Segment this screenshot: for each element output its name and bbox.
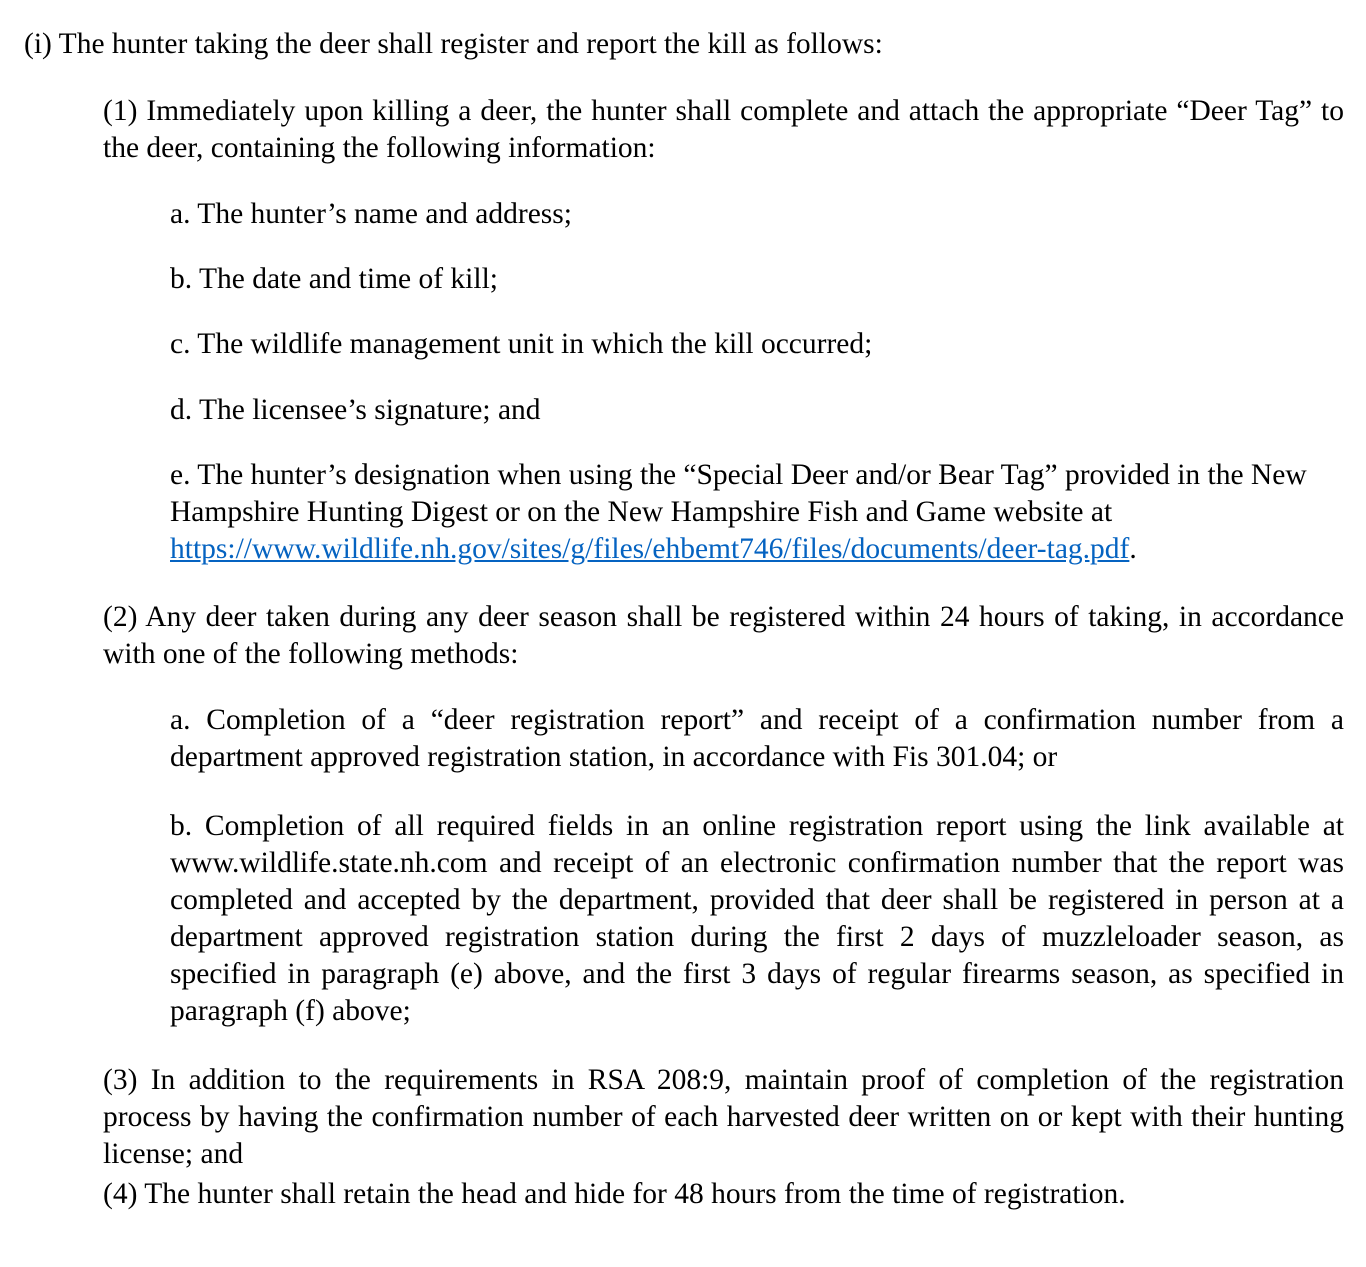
paragraph-3: (3) In addition to the requirements in RSA 208:9, maintain proof of completion of the registration process by having the confirmation number of each harvested deer written on or kept with their hunting license; and bbox=[103, 1064, 1344, 1170]
deer-tag-link[interactable]: https://www.wildlife.nh.gov/sites/g/files/ehbemt746/files/documents/deer-tag.pdf bbox=[170, 533, 1130, 565]
paragraph-i: (i) The hunter taking the deer shall register and report the kill as follows: bbox=[24, 28, 883, 60]
list-item-1e-end: . bbox=[1129, 533, 1137, 565]
list-item-2a: a. Completion of a “deer registration report” and receipt of a confirmation number from a department approved registration station, in accordance with Fis 301.04; or bbox=[170, 704, 1344, 773]
paragraph-2: (2) Any deer taken during any deer season shall be registered within 24 hours of taking, in accordance with one of the following methods: bbox=[103, 601, 1344, 670]
list-item-1e-text: e. The hunter’s designation when using the “Special Deer and/or Bear Tag” provided in the New Hampshire Hunting Digest or on the New Hampshire Fish and Game website at bbox=[170, 459, 1307, 528]
list-item-1e bbox=[170, 457, 1344, 568]
list-item-1c: c. The wildlife management unit in which the kill occurred; bbox=[170, 328, 873, 360]
paragraph-1: (1) Immediately upon killing a deer, the hunter shall complete and attach the appropriate “Deer Tag” to the deer, containing the following information: bbox=[103, 95, 1344, 164]
list-item-1d: d. The licensee’s signature; and bbox=[170, 394, 541, 426]
list-item-1b: b. The date and time of kill; bbox=[170, 263, 498, 295]
paragraph-4: (4) The hunter shall retain the head and hide for 48 hours from the time of registration. bbox=[103, 1178, 1126, 1210]
list-item-1a: a. The hunter’s name and address; bbox=[170, 198, 572, 230]
list-item-2b: b. Completion of all required fields in an online registration report using the link available at www.wildlife.state.nh.com and receipt of an electronic confirmation number that the report was completed and accepted by the department, provided that deer shall be registered in person at a department approved registration station during the first 2 days of muzzleloader season, as specified in paragraph (e) above, and the first 3 days of regular firearms season, as specified in paragraph (f) above; bbox=[170, 810, 1344, 1027]
